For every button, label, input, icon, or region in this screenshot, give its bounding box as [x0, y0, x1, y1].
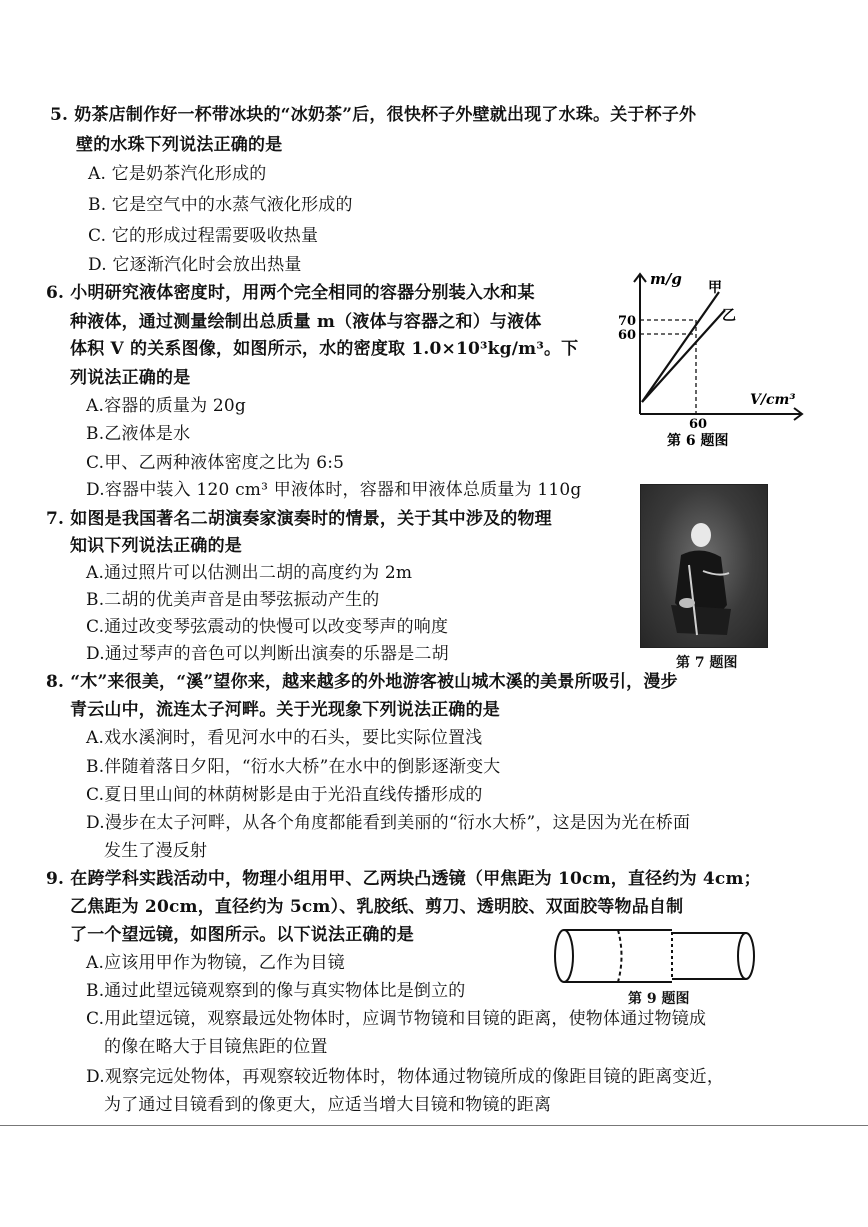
- q9-option-b: B.通过此望远镜观察到的像与真实物体比是倒立的: [86, 981, 466, 1001]
- q9-stem-line1: 9. 在跨学科实践活动中，物理小组用甲、乙两块凸透镜（甲焦距为 10cm，直径约为 4cm；: [46, 869, 761, 889]
- q6-y-tick-60: 60: [618, 328, 637, 343]
- q5-option-d: D. 它逐渐汽化时会放出热量: [88, 255, 302, 275]
- q6-line-jia: [642, 292, 719, 402]
- q6-mass-volume-graph: [612, 262, 812, 452]
- q6-option-a: A.容器的质量为 20g: [86, 396, 246, 416]
- q6-y-tick-70: 70: [618, 314, 637, 329]
- q7-stem-line1: 7. 如图是我国著名二胡演奏家演奏时的情景，关于其中涉及的物理: [46, 509, 552, 529]
- q9-tube-end-left: [555, 930, 573, 982]
- page-bottom-rule: [0, 1125, 868, 1126]
- q6-stem-line2: 种液体，通过测量绘制出总质量 m（液体与容器之和）与液体: [70, 312, 542, 332]
- q7-figure-caption: 第 7 题图: [676, 655, 738, 671]
- q8-option-b: B.伴随着落日夕阳，“衍水大桥”在水中的倒影逐渐变大: [86, 757, 501, 777]
- q7-stem-line2: 知识下列说法正确的是: [70, 536, 242, 556]
- q7-option-a: A.通过照片可以估测出二胡的高度约为 2m: [86, 563, 413, 583]
- q6-line-label-jia: 甲: [708, 280, 722, 296]
- q6-line-yi: [642, 310, 725, 402]
- q6-figure-caption: 第 6 题图: [667, 433, 729, 449]
- q6-y-axis-label: m/g: [650, 270, 682, 288]
- q9-tube-end-right: [738, 933, 754, 979]
- q8-option-d-line2: 发生了漫反射: [104, 841, 208, 861]
- q6-stem-line3: 体积 V 的关系图像，如图所示，水的密度取 1.0×10³kg/m³。下: [70, 339, 579, 359]
- q6-option-c: C.甲、乙两种液体密度之比为 6:5: [86, 453, 345, 473]
- q9-option-a: A.应该用甲作为物镜，乙作为目镜: [86, 953, 345, 973]
- q6-x-axis-label: V/cm³: [750, 392, 796, 408]
- q7-option-d: D.通过琴声的音色可以判断出演奏的乐器是二胡: [86, 644, 449, 664]
- q9-lens-seam: [618, 930, 622, 982]
- q9-stem-line3: 了一个望远镜，如图所示。以下说法正确的是: [70, 925, 414, 945]
- q5-stem-line2: 壁的水珠下列说法正确的是: [76, 135, 283, 155]
- q6-line-label-yi: 乙: [722, 308, 736, 324]
- q6-x-tick-60: 60: [689, 417, 708, 432]
- q9-option-d-line1: D.观察完远处物体，再观察较近物体时，物体通过物镜所成的像距目镜的距离变近，: [86, 1067, 725, 1087]
- q7-photo-silhouette: [641, 485, 767, 647]
- q7-option-b: B.二胡的优美声音是由琴弦振动产生的: [86, 590, 380, 610]
- q9-option-c-line1: C.用此望远镜，观察最远处物体时，应调节物镜和目镜的距离，使物体通过物镜成: [86, 1009, 707, 1029]
- q5-option-b: B. 它是空气中的水蒸气液化形成的: [88, 195, 353, 215]
- q5-option-c: C. 它的形成过程需要吸收热量: [88, 226, 319, 246]
- q9-option-d-line2: 为了通过目镜看到的像更大，应适当增大目镜和物镜的距离: [104, 1095, 552, 1115]
- q7-erhu-player-photo: [640, 484, 768, 648]
- q8-option-c: C.夏日里山间的林荫树影是由于光沿直线传播形成的: [86, 785, 483, 805]
- q5-stem-line1: 5. 奶茶店制作好一杯带冰块的“冰奶茶”后，很快杯子外壁就出现了水珠。关于杯子外: [50, 105, 697, 125]
- q8-option-a: A.戏水溪涧时，看见河水中的石头，要比实际位置浅: [86, 728, 483, 748]
- q9-option-c-line2: 的像在略大于目镜焦距的位置: [104, 1037, 328, 1057]
- q8-option-d-line1: D.漫步在太子河畔，从各个角度都能看到美丽的“衍水大桥”，这是因为光在桥面: [86, 813, 691, 833]
- q9-figure-caption: 第 9 题图: [628, 991, 690, 1007]
- q6-stem-line1: 6. 小明研究液体密度时，用两个完全相同的容器分别装入水和某: [46, 283, 535, 303]
- q8-stem-line1: 8. “木”来很美，“溪”望你来，越来越多的外地游客被山城木溪的美景所吸引，漫步: [46, 672, 678, 692]
- q6-option-b: B.乙液体是水: [86, 424, 191, 444]
- q5-option-a: A. 它是奶茶汽化形成的: [88, 164, 267, 184]
- q9-telescope-figure: [550, 924, 770, 988]
- q9-stem-line2: 乙焦距为 20cm，直径约为 5cm）、乳胶纸、剪刀、透明胶、双面胶等物品自制: [70, 897, 684, 917]
- q6-stem-line4: 列说法正确的是: [70, 368, 191, 388]
- q6-option-d: D.容器中装入 120 cm³ 甲液体时，容器和甲液体总质量为 110g: [86, 480, 582, 500]
- q7-option-c: C.通过改变琴弦震动的快慢可以改变琴声的响度: [86, 617, 449, 637]
- q8-stem-line2: 青云山中，流连太子河畔。关于光现象下列说法正确的是: [70, 700, 500, 720]
